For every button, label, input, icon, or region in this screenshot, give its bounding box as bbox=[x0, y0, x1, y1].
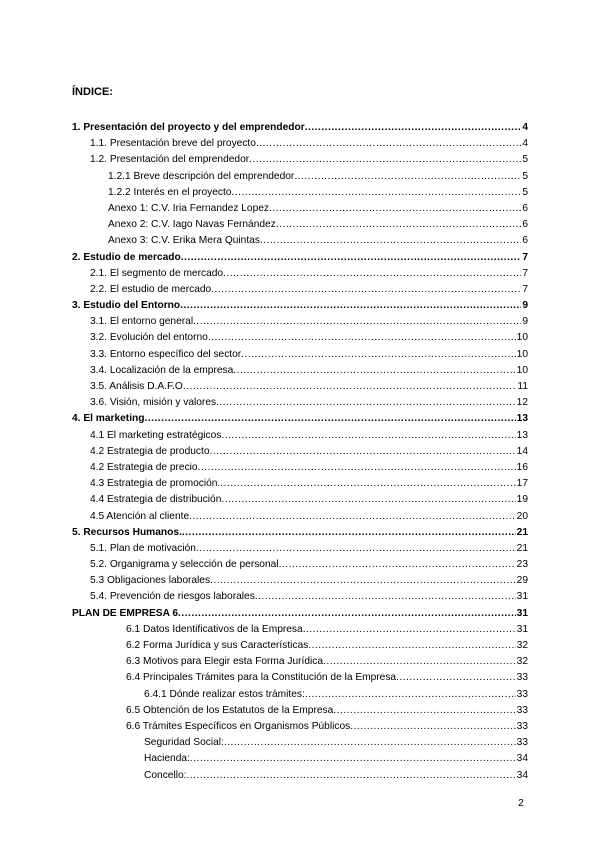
toc-entry-title: 4.1 El marketing estratégicos bbox=[90, 429, 222, 441]
toc-entry-title: 3.2. Evolución del entorno bbox=[90, 332, 208, 344]
toc-dot-leader bbox=[193, 314, 521, 330]
toc-entry[interactable] bbox=[72, 670, 528, 686]
toc-entry-page: 33 bbox=[516, 704, 528, 716]
toc-entry-page: 20 bbox=[516, 510, 528, 522]
toc-entry[interactable] bbox=[72, 509, 528, 525]
toc-entry-page: 33 bbox=[516, 737, 528, 749]
toc-dot-leader bbox=[221, 428, 515, 444]
toc-entry[interactable] bbox=[72, 541, 528, 557]
toc-entry-page: 12 bbox=[516, 397, 528, 409]
toc-dot-leader bbox=[189, 509, 516, 525]
toc-entry-page: 4 bbox=[522, 122, 528, 133]
toc-entry-page: 16 bbox=[516, 461, 528, 473]
toc-entry-title: 3. Estudio del Entorno bbox=[72, 300, 181, 312]
toc-entry[interactable] bbox=[72, 120, 528, 136]
toc-dot-leader bbox=[231, 185, 521, 201]
toc-dot-leader bbox=[256, 136, 521, 152]
toc-entry-title: 1.2. Presentación del emprendedor bbox=[90, 154, 250, 166]
toc-entry-page: 7 bbox=[522, 267, 528, 279]
toc-entry[interactable] bbox=[72, 185, 528, 201]
toc-entry[interactable] bbox=[72, 460, 528, 476]
toc-dot-leader bbox=[198, 460, 516, 476]
toc-entry[interactable] bbox=[72, 735, 528, 751]
toc-entry[interactable] bbox=[72, 428, 528, 444]
toc-entry-title: Anexo 3: C.V. Erika Mera Quintas bbox=[108, 235, 260, 247]
toc-entry-title: 1.1. Presentación breve del proyecto bbox=[90, 138, 256, 150]
toc-entry-page: 9 bbox=[522, 300, 528, 312]
toc-entry[interactable] bbox=[72, 589, 528, 605]
toc-dot-leader bbox=[323, 654, 516, 670]
toc-entry-page: 21 bbox=[516, 542, 528, 554]
toc-entry-title: 6.1 Datos Identificativos de la Empresa bbox=[126, 623, 303, 635]
toc-dot-leader bbox=[216, 395, 516, 411]
toc-entry-title: 4.2 Estrategia de precio bbox=[90, 461, 198, 473]
toc-entry-title: 3.3. Entorno específico del sector bbox=[90, 348, 242, 360]
toc-entry-page: 6 bbox=[522, 235, 528, 247]
toc-dot-leader bbox=[221, 492, 515, 508]
toc-entry-title: 2.1. El segmento de mercado bbox=[90, 267, 224, 279]
toc-entry-page: 6 bbox=[522, 202, 528, 214]
toc-entry[interactable] bbox=[72, 379, 528, 395]
toc-dot-leader bbox=[210, 573, 516, 589]
toc-dot-leader bbox=[208, 330, 516, 346]
toc-dot-leader bbox=[249, 152, 521, 168]
toc-entry[interactable] bbox=[72, 606, 528, 622]
toc-dot-leader bbox=[308, 638, 515, 654]
toc-entry-page: 32 bbox=[516, 656, 528, 668]
toc-entry[interactable] bbox=[72, 654, 528, 670]
toc-dot-leader bbox=[255, 589, 516, 605]
toc-entry-title: 4.3 Estrategia de promoción. bbox=[90, 478, 221, 490]
toc-dot-leader bbox=[223, 266, 521, 282]
toc-dot-leader bbox=[180, 298, 521, 314]
toc-entry-title: 5.2. Organigrama y selección de personal bbox=[90, 559, 279, 571]
toc-entry[interactable] bbox=[72, 250, 528, 266]
toc-entry-page: 19 bbox=[516, 494, 528, 506]
toc-entry-title: 5.4. Prevención de riesgos laborales bbox=[90, 591, 255, 603]
toc-entry-title: 6.3 Motivos para Elegir esta Forma Jurídica bbox=[126, 656, 324, 668]
toc-entry-page: 7 bbox=[522, 283, 528, 295]
toc-entry[interactable] bbox=[72, 703, 528, 719]
toc-entry-page: 33 bbox=[516, 688, 528, 700]
toc-entry-page: 5 bbox=[522, 170, 528, 182]
toc-entry-page: 10 bbox=[516, 332, 528, 344]
toc-entry-title: Anexo 1: C.V. Iria Fernandez Lopez bbox=[108, 202, 270, 214]
toc-entry-title: 1.2.2 Interés en el proyecto bbox=[108, 186, 232, 198]
toc-dot-leader bbox=[182, 525, 516, 541]
toc-entry-page: 29 bbox=[516, 575, 528, 587]
toc-entry[interactable] bbox=[72, 136, 528, 152]
toc-entry[interactable] bbox=[72, 152, 528, 168]
toc-entry[interactable] bbox=[72, 444, 528, 460]
toc-dot-leader bbox=[233, 363, 515, 379]
toc-entry-page: 14 bbox=[516, 445, 528, 457]
toc-entry-page: 11 bbox=[517, 381, 528, 392]
toc-entry-title: 3.1. El entorno general bbox=[90, 316, 194, 328]
table-of-contents bbox=[72, 120, 528, 784]
toc-entry-title: 3.4. Localización de la empresa bbox=[90, 364, 234, 376]
toc-dot-leader bbox=[305, 687, 516, 703]
toc-entry[interactable] bbox=[72, 719, 528, 735]
toc-entry-title: Hacienda: bbox=[144, 753, 190, 765]
toc-dot-leader bbox=[190, 751, 516, 767]
toc-entry-title: 4. El marketing bbox=[72, 413, 145, 425]
toc-entry-title: 6.5 Obtención de los Estatutos de la Empresa bbox=[126, 704, 334, 716]
toc-dot-leader bbox=[196, 541, 516, 557]
toc-entry-page: 4 bbox=[522, 138, 528, 150]
toc-entry-title: 6.4.1 Dónde realizar estos trámites: bbox=[144, 688, 305, 700]
toc-entry[interactable] bbox=[72, 347, 528, 363]
toc-entry[interactable] bbox=[72, 573, 528, 589]
toc-entry-page: 33 bbox=[516, 720, 528, 732]
toc-entry-page: 33 bbox=[516, 672, 528, 684]
toc-entry[interactable] bbox=[72, 314, 528, 330]
toc-dot-leader bbox=[396, 670, 516, 686]
toc-entry-title: 5.1. Plan de motivación bbox=[90, 542, 196, 554]
toc-entry-title: PLAN DE EMPRESA 6 bbox=[72, 607, 179, 619]
toc-entry[interactable] bbox=[72, 622, 528, 638]
toc-entry[interactable] bbox=[72, 768, 528, 784]
toc-entry-title: Concello: bbox=[144, 769, 187, 781]
toc-entry-page: 10 bbox=[516, 364, 528, 376]
toc-entry[interactable] bbox=[72, 638, 528, 654]
toc-dot-leader bbox=[183, 379, 517, 395]
toc-dot-leader bbox=[269, 201, 521, 217]
toc-entry[interactable] bbox=[72, 395, 528, 411]
toc-entry-page: 34 bbox=[516, 769, 528, 781]
toc-entry-page: 21 bbox=[516, 526, 528, 538]
toc-entry-title: 2. Estudio de mercado bbox=[72, 251, 181, 263]
toc-entry[interactable] bbox=[72, 525, 528, 541]
toc-entry-page: 32 bbox=[516, 640, 528, 651]
toc-entry[interactable] bbox=[72, 492, 528, 508]
toc-dot-leader bbox=[178, 606, 516, 622]
toc-entry[interactable] bbox=[72, 411, 528, 427]
toc-entry-title: 6.4 Principales Trámites para la Constitución de la Empresa bbox=[126, 672, 397, 684]
toc-entry-page: 13 bbox=[516, 429, 528, 441]
toc-entry[interactable] bbox=[72, 282, 528, 298]
toc-entry[interactable] bbox=[72, 751, 528, 767]
toc-entry-title: 2.2. El estudio de mercado bbox=[90, 283, 212, 295]
toc-entry[interactable] bbox=[72, 169, 528, 185]
toc-entry-title: Anexo 2: C.V. Iago Navas Fernández bbox=[108, 219, 276, 231]
index-heading: ÍNDICE: bbox=[72, 86, 113, 98]
toc-dot-leader bbox=[276, 217, 522, 233]
toc-entry-title: 4.4 Estrategia de distribución bbox=[90, 494, 222, 506]
toc-dot-leader bbox=[224, 735, 516, 751]
toc-entry-title: 3.6. Visión, misión y valores bbox=[90, 397, 217, 409]
page-number: 2 bbox=[518, 797, 524, 809]
toc-entry-title: 1. Presentación del proyecto y del emprendedor bbox=[72, 122, 305, 133]
toc-dot-leader bbox=[144, 411, 515, 427]
toc-dot-leader bbox=[260, 233, 521, 249]
toc-entry[interactable] bbox=[72, 476, 528, 492]
toc-entry-page: 10 bbox=[516, 348, 528, 360]
toc-dot-leader bbox=[303, 622, 516, 638]
toc-entry-title: 4.2 Estrategia de producto bbox=[90, 445, 210, 457]
toc-entry-page: 23 bbox=[516, 559, 528, 571]
toc-entry-page: 31 bbox=[516, 607, 528, 619]
toc-entry-title: 6.6 Trámites Específicos en Organismos Públicos bbox=[126, 720, 351, 732]
toc-entry-page: 13 bbox=[516, 413, 528, 425]
toc-dot-leader bbox=[210, 444, 516, 460]
toc-dot-leader bbox=[305, 120, 522, 136]
toc-entry-title: 4.5 Atención al cliente bbox=[90, 510, 190, 522]
toc-entry-page: 5 bbox=[522, 186, 528, 198]
toc-dot-leader bbox=[350, 719, 515, 735]
toc-dot-leader bbox=[333, 703, 515, 719]
toc-entry-page: 6 bbox=[522, 219, 528, 231]
toc-entry-page: 31 bbox=[516, 591, 528, 603]
toc-entry[interactable] bbox=[72, 557, 528, 573]
toc-entry-title: 1.2.1 Breve descripción del emprendedor bbox=[108, 170, 295, 182]
toc-entry[interactable] bbox=[72, 233, 528, 249]
toc-entry-page: 9 bbox=[522, 316, 528, 328]
toc-entry-page: 17 bbox=[516, 478, 528, 490]
toc-entry[interactable] bbox=[72, 330, 528, 346]
toc-entry-title: 3.5. Análisis D.A.F.O bbox=[90, 381, 183, 392]
toc-dot-leader bbox=[186, 768, 515, 784]
toc-entry-page: 7 bbox=[522, 251, 528, 263]
toc-entry-page: 34 bbox=[516, 753, 528, 765]
toc-dot-leader bbox=[181, 250, 522, 266]
toc-entry[interactable] bbox=[72, 363, 528, 379]
toc-entry-title: 6.2 Forma Jurídica y sus Características bbox=[126, 640, 309, 651]
toc-entry[interactable] bbox=[72, 201, 528, 217]
toc-dot-leader bbox=[241, 347, 515, 363]
toc-entry-page: 5 bbox=[522, 154, 528, 166]
toc-dot-leader bbox=[279, 557, 516, 573]
toc-dot-leader bbox=[220, 476, 515, 492]
toc-entry-title: Seguridad Social: bbox=[144, 737, 224, 749]
toc-entry-title: 5.3 Obligaciones laborales bbox=[90, 575, 211, 587]
toc-entry[interactable] bbox=[72, 298, 528, 314]
toc-dot-leader bbox=[294, 169, 521, 185]
toc-entry[interactable] bbox=[72, 266, 528, 282]
toc-entry-title: 5. Recursos Humanos. bbox=[72, 526, 182, 538]
toc-entry[interactable] bbox=[72, 217, 528, 233]
toc-entry-page: 31 bbox=[516, 623, 528, 635]
toc-dot-leader bbox=[211, 282, 521, 298]
toc-entry[interactable] bbox=[72, 687, 528, 703]
